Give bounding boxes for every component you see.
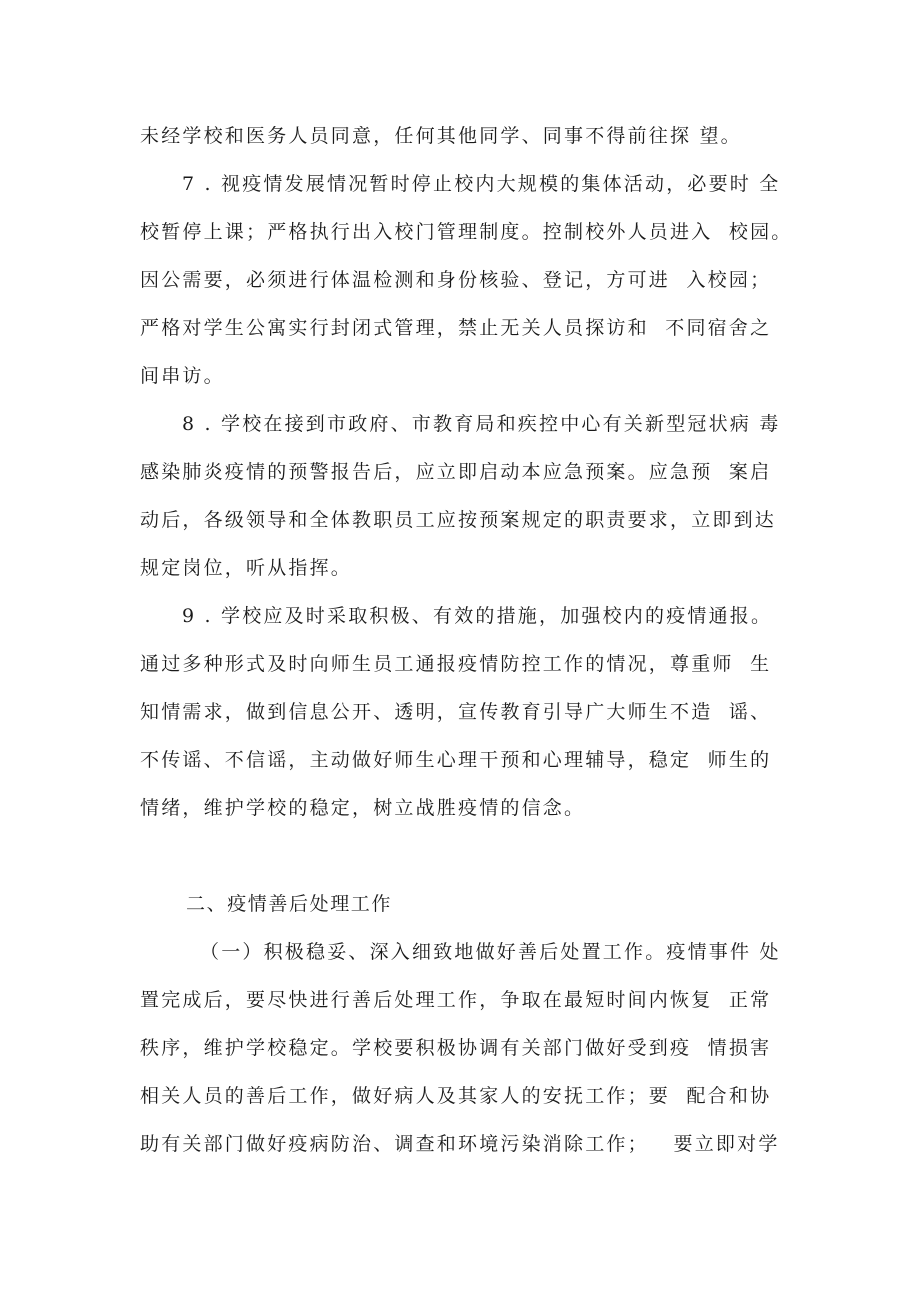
paragraph-7-first-line: 7 . 视疫情发展情况暂时停止校内大规模的集体活动，必要时 全: [182, 173, 781, 195]
section-heading: 二、疫情善后处理工作: [186, 893, 393, 915]
paragraph-line: 通过多种形式及时向师生员工通报疫情防控工作的情况，尊重师 生: [140, 653, 772, 675]
paragraph-line: 感染肺炎疫情的预警报告后，应立即启动本应急预案。应急预 案启: [140, 461, 772, 483]
subsection-first-line: （一）积极稳妥、深入细致地做好善后处置工作。疫情事件 处: [200, 941, 781, 963]
paragraph-8-first-line: 8 . 学校在接到市政府、市教育局和疾控中心有关新型冠状病 毒: [182, 413, 781, 435]
paragraph-line: 秩序，维护学校稳定。学校要积极协调有关部门做好受到疫 情损害: [140, 1037, 772, 1059]
paragraph-line: 情绪，维护学校的稳定，树立战胜疫情的信念。: [140, 797, 586, 819]
paragraph-line: 规定岗位，听从指挥。: [140, 557, 353, 579]
paragraph-9-first-line: 9 . 学校应及时采取积极、有效的措施，加强校内的疫情通报。: [182, 605, 773, 627]
paragraph-line: 知情需求，做到信息公开、透明，宣传教育引导广大师生不造 谣、: [140, 701, 772, 723]
paragraph-line: 置完成后，要尽快进行善后处理工作，争取在最短时间内恢复 正常: [140, 989, 772, 1011]
paragraph-line: 校暂停上课；严格执行出入校门管理制度。控制校外人员进入 校园。: [140, 221, 793, 243]
paragraph-line: 严格对学生公寓实行封闭式管理，禁止无关人员探访和 不同宿舍之: [140, 317, 772, 339]
paragraph-line: 相关人员的善后工作，做好病人及其家人的安抚工作；要 配合和协: [140, 1085, 772, 1107]
paragraph-line: 不传谣、不信谣，主动做好师生心理干预和心理辅导，稳定 师生的: [140, 749, 772, 771]
paragraph-line: 未经学校和医务人员同意，任何其他同学、同事不得前往探 望。: [140, 125, 742, 147]
paragraph-line: 动后，各级领导和全体教职员工应按预案规定的职责要求，立即到达: [140, 509, 777, 531]
paragraph-line: 因公需要，必须进行体温检测和身份核验、登记，方可进 入校园；: [140, 269, 772, 291]
paragraph-line: 助有关部门做好疫病防治、调查和环境污染消除工作； 要立即对学: [140, 1133, 780, 1155]
paragraph-line: 间串访。: [140, 365, 225, 387]
